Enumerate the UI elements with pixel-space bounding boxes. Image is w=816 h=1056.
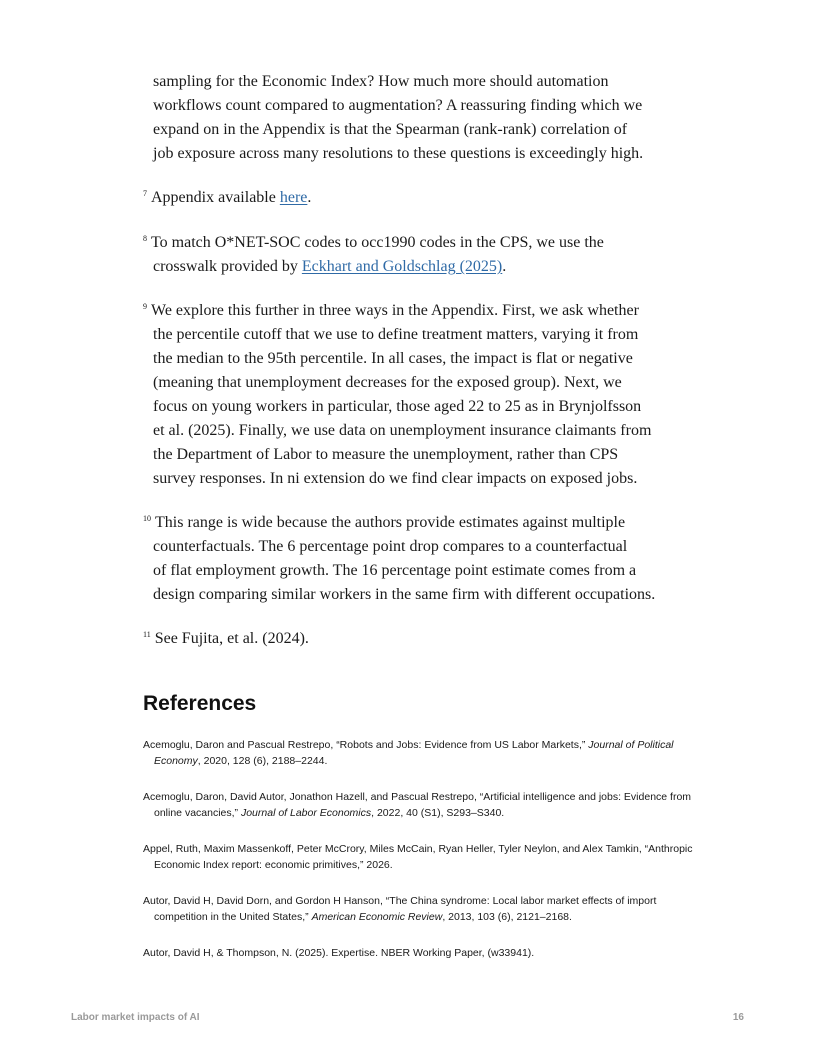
text-line: (meaning that unemployment decreases for the exposed group). Next, we	[153, 374, 622, 391]
running-footer-title: Labor market impacts of AI	[71, 1012, 200, 1023]
reference-entry	[143, 789, 694, 821]
footnote-10	[143, 511, 713, 607]
reference-text: Autor, David H, David Dorn, and Gordon H Hanson, “The China syndrome: Local labor market effects of import competition in the United States,”	[143, 895, 657, 923]
footnote-7	[143, 186, 693, 210]
footnote-marker: 8	[143, 234, 147, 243]
references-heading: References	[143, 692, 257, 715]
text-line: expand on in the Appendix is that the Spearman (rank-rank) correlation of	[153, 121, 628, 138]
text-line: counterfactuals. The 6 percentage point drop compares to a counterfactual	[153, 538, 628, 555]
text-line: sampling for the Economic Index? How much more should automation	[153, 73, 609, 90]
text-line: survey responses. In ni extension do we find clear impacts on exposed jobs.	[153, 470, 638, 487]
footnote-marker: 10	[143, 514, 151, 523]
text-line: design comparing similar workers in the same firm with different occupations.	[153, 586, 656, 603]
footnote-11	[143, 627, 693, 651]
text-line: job exposure across many resolutions to these questions is exceedingly high.	[153, 145, 644, 162]
text-line: focus on young workers in particular, those aged 22 to 25 as in Brynjolfsson	[153, 398, 642, 415]
page-number: 16	[732, 1012, 744, 1023]
footnote-9	[143, 299, 703, 491]
footnote-punctuation: .	[307, 189, 312, 206]
footnote-text: To match O*NET-SOC codes to occ1990 codes in the CPS, we use the	[151, 234, 604, 251]
appendix-link[interactable]: here	[279, 189, 308, 206]
text-line: et al. (2025). Finally, we use data on unemployment insurance claimants from	[153, 422, 652, 439]
text-line: the percentile cutoff that we use to define treatment matters, varying it from	[153, 326, 639, 343]
text-line: of flat employment growth. The 16 percentage point estimate comes from a	[153, 562, 637, 579]
journal-name: Journal of Labor Economics	[240, 807, 372, 819]
text-line: workflows count compared to augmentation? A reassuring finding which we	[153, 97, 643, 114]
reference-entry	[143, 945, 694, 961]
text-line: the median to the 95th percentile. In all cases, the impact is flat or negative	[153, 350, 633, 367]
journal-name: American Economic Review	[311, 911, 443, 923]
text-line: This range is wide because the authors provide estimates against multiple	[155, 514, 626, 531]
eckhart-goldschlag-link[interactable]: Eckhart and Goldschlag (2025)	[301, 258, 503, 275]
reference-text: , 2020, 128 (6), 2188–2244.	[197, 755, 328, 767]
reference-text: Acemoglu, Daron, David Autor, Jonathon Hazell, and Pascual Restrepo, “Artificial intelligence and jobs: Evidence from online vacancies,”	[143, 791, 692, 819]
footnote-marker: 11	[143, 630, 151, 639]
reference-text: , 2022, 40 (S1), S293–S340.	[371, 807, 505, 819]
footnote-8	[143, 231, 693, 279]
journal-name: Journal of Political Economy	[154, 739, 674, 767]
footnote-punctuation: .	[502, 258, 507, 275]
reference-entry	[143, 737, 694, 769]
text-line: the Department of Labor to measure the unemployment, rather than CPS	[153, 446, 619, 463]
footnote-marker: 7	[143, 189, 147, 198]
reference-text: Acemoglu, Daron and Pascual Restrepo, “Robots and Jobs: Evidence from US Labor Markets,”	[143, 739, 589, 751]
footnote-text: See Fujita, et al. (2024).	[154, 630, 309, 647]
reference-entry	[143, 841, 699, 873]
reference-text: Autor, David H, & Thompson, N. (2025). Expertise. NBER Working Paper, (w33941).	[143, 947, 535, 959]
text-line: We explore this further in three ways in the Appendix. First, we ask whether	[151, 302, 639, 319]
footnote-text: crosswalk provided by	[153, 258, 302, 275]
reference-text: Appel, Ruth, Maxim Massenkoff, Peter McCrory, Miles McCain, Ryan Heller, Tyler Neylon, and Alex Tamkin, “Anthropic Economic Index report: economic primitives,” 2026.	[143, 843, 693, 871]
reference-entry	[143, 893, 694, 925]
reference-text: , 2013, 103 (6), 2121–2168.	[442, 911, 572, 923]
continued-footnote-paragraph	[153, 70, 698, 166]
footnote-text: Appendix available	[151, 189, 280, 206]
footnote-marker: 9	[143, 302, 147, 311]
